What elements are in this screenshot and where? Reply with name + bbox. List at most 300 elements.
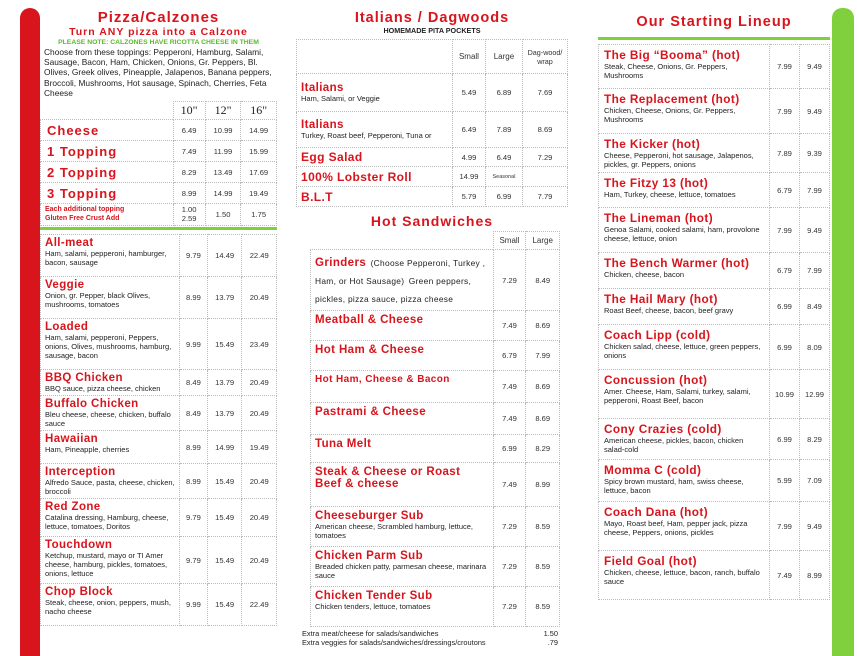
item-desc: Cheese, Pepperoni, hot sausage, Jalapenos, pickles, gr. Peppers, onions	[604, 151, 754, 169]
hot-cell	[311, 435, 494, 463]
price: 20.49	[242, 396, 277, 431]
price: 1.50	[205, 204, 241, 226]
hot-extras	[302, 629, 558, 647]
size-header-16: 16"	[241, 102, 277, 120]
italians-subtitle: HOMEMADE PITA POCKETS	[383, 26, 481, 35]
pizza-cell	[41, 464, 180, 499]
price: 13.49	[205, 162, 241, 183]
hot-row	[311, 463, 560, 507]
lineup-row	[599, 173, 830, 208]
price: 8.99	[180, 464, 208, 499]
lineup-row	[599, 551, 830, 600]
hot-table	[310, 231, 560, 627]
pizza-name: Buffalo Chicken	[45, 398, 139, 411]
lineup-row	[599, 45, 830, 89]
item-desc: Chicken tenders, lettuce, tomatoes	[315, 602, 431, 611]
price: 8.59	[526, 547, 560, 587]
gluten-free-label: Gluten Free Crust Add	[45, 214, 120, 222]
pizza-row	[41, 162, 277, 183]
price: 20.49	[242, 537, 277, 584]
pizza-row	[41, 370, 277, 396]
pizza-row	[41, 235, 277, 277]
italian-cell	[297, 148, 453, 167]
size-header-10: 10"	[173, 102, 205, 120]
price: 7.99	[800, 253, 830, 289]
pizza-title: Pizza/Calzones	[97, 9, 220, 26]
lineup-row	[599, 134, 830, 173]
pizza-cell	[41, 584, 180, 626]
price: 8.99	[180, 431, 208, 464]
pizza-desc: BBQ sauce, pizza cheese, chicken	[45, 384, 161, 394]
price: 7.49	[493, 403, 526, 435]
item-name: Cheeseburger Sub	[315, 510, 424, 522]
lineup-cell	[599, 173, 770, 208]
col-large: Large	[485, 40, 522, 74]
extra-prices-10	[173, 204, 205, 226]
price: 7.99	[770, 208, 800, 253]
pizza-desc: Ketchup, mustard, mayo or TI Amer cheese, hamburg, pickles, tomatoes, onions, lettuce	[45, 551, 168, 579]
blank-header	[41, 102, 174, 120]
price: 7.89	[485, 112, 522, 148]
price: 14.99	[207, 431, 242, 464]
lineup-cell	[599, 289, 770, 325]
pizza-row	[41, 464, 277, 499]
extra-line	[302, 629, 558, 638]
extra-row	[41, 204, 277, 226]
price: 8.99	[800, 551, 830, 600]
extra-price: .79	[547, 638, 558, 647]
lineup-cell	[599, 253, 770, 289]
hot-cell	[311, 311, 494, 341]
price: 9.49	[800, 208, 830, 253]
price: 6.79	[770, 253, 800, 289]
lineup-cell	[599, 460, 770, 502]
pizza-name: Cheese	[41, 120, 174, 141]
item-name: Coach Dana (hot)	[604, 505, 709, 519]
price: 1.75	[241, 204, 277, 226]
price: Seasonal	[485, 167, 522, 187]
price: 6.49	[485, 148, 522, 167]
pizza-name: 2 Topping	[41, 162, 174, 183]
price: 7.69	[523, 74, 568, 112]
pizza-desc: Bleu cheese, cheese, chicken, buffalo sauce	[45, 410, 171, 429]
hot-row	[311, 311, 560, 341]
item-name: The Hail Mary (hot)	[604, 292, 718, 306]
pizza-desc: Alfredo Sauce, pasta, cheese, chicken, broccoli	[45, 478, 175, 497]
item-name: Chicken Parm Sub	[315, 550, 424, 562]
blank-header	[311, 232, 494, 250]
item-desc: American cheese, Scrambled hamburg, lettuce, tomatoes	[315, 522, 473, 540]
price: 8.59	[526, 587, 560, 627]
col-small: Small	[493, 232, 526, 250]
grinders-choice: (Choose Pepperoni, Turkey , Ham, or Hot Sausage)	[315, 258, 486, 286]
price: 22.49	[242, 584, 277, 626]
item-name: The Lineman (hot)	[604, 211, 714, 225]
item-name: B.L.T	[301, 189, 333, 204]
price: 14.49	[207, 235, 242, 277]
item-name: 100% Lobster Roll	[301, 169, 412, 184]
price: 5.79	[453, 187, 486, 207]
price: 20.49	[242, 464, 277, 499]
item-desc: Amer. Cheese, Ham, Salami, turkey, salami, pepperoni, Roast Beef, bacon	[604, 387, 751, 405]
price: 9.49	[800, 502, 830, 551]
price: 9.49	[800, 89, 830, 134]
item-desc: Ham, Salami, or Veggie	[301, 94, 380, 103]
grinders-desc: Green peppers, pickles, pizza sauce, pizza cheese	[315, 276, 472, 304]
price: 5.99	[770, 460, 800, 502]
price: 8.49	[180, 396, 208, 431]
pizza-name: Veggie	[45, 279, 85, 292]
price: 6.89	[485, 74, 522, 112]
pizza-desc: Steak, cheese, onion, peppers, mush, nacho cheese	[45, 598, 171, 617]
price: 8.99	[526, 463, 560, 507]
price: 15.49	[207, 464, 242, 499]
pizza-name: Touchdown	[45, 539, 113, 552]
italians-title: Italians / Dagwoods	[354, 10, 510, 26]
price: 6.99	[770, 419, 800, 460]
price: 1.00	[181, 205, 197, 215]
lineup-cell	[599, 45, 770, 89]
pizza-desc: Ham, salami, pepperoni, Peppers, onions, Olives, mushrooms, hamburg, sausage, bacon	[45, 333, 172, 361]
pizza-desc: Catalina dressing, Hamburg, cheese, lettuce, tomatoes, Doritos	[45, 513, 169, 532]
item-desc: American cheese, pickles, bacon, chicken salad-cold	[604, 436, 744, 454]
price: 8.29	[526, 435, 560, 463]
price: 11.99	[205, 141, 241, 162]
price: 8.29	[800, 419, 830, 460]
item-desc: Chicken, Cheese, Onions, Gr. Peppers, Mushrooms	[604, 106, 736, 124]
hot-cell	[311, 403, 494, 435]
price: 9.99	[180, 584, 208, 626]
extra-topping-label: Each additional topping	[45, 206, 125, 214]
price: 7.99	[800, 173, 830, 208]
price: 20.49	[242, 499, 277, 537]
lineup-cell	[599, 325, 770, 370]
extra-label: Extra veggies for salads/sandwiches/dressings/croutons	[302, 638, 486, 647]
price: 9.49	[800, 45, 830, 89]
item-name: Italians	[301, 119, 344, 131]
price: 7.29	[493, 587, 526, 627]
lineup-cell	[599, 134, 770, 173]
price: 7.49	[493, 371, 526, 403]
price: 13.79	[207, 277, 242, 319]
price: 7.09	[800, 460, 830, 502]
price: 10.99	[770, 370, 800, 419]
item-desc: Spicy brown mustard, ham, swiss cheese, lettuce, bacon	[604, 477, 744, 495]
price: 9.79	[180, 235, 208, 277]
item-name: Meatball & Cheese	[315, 314, 424, 326]
price: 9.79	[180, 499, 208, 537]
pizza-row	[41, 141, 277, 162]
price: 20.49	[242, 370, 277, 396]
toppings-lead: Choose from these toppings:	[44, 47, 152, 57]
pizza-row	[41, 431, 277, 464]
hot-row	[311, 587, 560, 627]
italian-cell	[297, 74, 453, 112]
lineup-row	[599, 253, 830, 289]
price: 9.79	[180, 537, 208, 584]
pizza-cell	[41, 396, 180, 431]
lineup-row	[599, 289, 830, 325]
italians-table	[296, 39, 568, 207]
hot-cell	[311, 463, 494, 507]
price: 9.99	[180, 319, 208, 370]
item-name: Pastrami & Cheese	[315, 406, 426, 418]
pizza-desc: Ham, Pineapple, cherries	[45, 445, 130, 455]
size-header-12: 12"	[205, 102, 241, 120]
green-divider	[40, 227, 277, 230]
pizza-name: All-meat	[45, 237, 94, 250]
price: 13.79	[207, 370, 242, 396]
col-large: Large	[526, 232, 560, 250]
hot-cell	[311, 341, 494, 371]
pizza-cell	[41, 235, 180, 277]
lineup-cell	[599, 370, 770, 419]
item-desc: Genoa Salami, cooked salami, ham, provolone cheese, lettuce, onion	[604, 225, 760, 243]
left-red-stripe	[20, 8, 40, 656]
green-divider	[598, 37, 830, 40]
price: 7.79	[523, 187, 568, 207]
price: 8.29	[173, 162, 205, 183]
price: 15.49	[207, 584, 242, 626]
hot-cell	[311, 547, 494, 587]
price: 7.49	[770, 551, 800, 600]
lineup-cell	[599, 551, 770, 600]
item-name: Momma C (cold)	[604, 463, 702, 477]
price: 7.49	[493, 311, 526, 341]
pizza-cell	[41, 370, 180, 396]
price: 8.09	[800, 325, 830, 370]
price: 8.49	[526, 250, 560, 311]
pizza-row	[41, 537, 277, 584]
lineup-row	[599, 370, 830, 419]
price: 7.99	[526, 341, 560, 371]
price: 19.49	[242, 431, 277, 464]
price: 22.49	[242, 235, 277, 277]
price: 7.89	[770, 134, 800, 173]
hot-cell	[311, 507, 494, 547]
item-desc: Mayo, Roast beef, Ham, pepper jack, pizza cheese, Peppers, onions, pickles	[604, 519, 748, 537]
item-desc: Chicken, cheese, lettuce, bacon, ranch, buffalo sauce	[604, 568, 760, 586]
pizza-basic-table	[40, 101, 277, 226]
price	[523, 167, 568, 187]
italian-cell	[297, 112, 453, 148]
hot-row	[311, 403, 560, 435]
price: 6.99	[770, 289, 800, 325]
italian-row	[297, 187, 568, 207]
pizza-name: Interception	[45, 466, 116, 479]
toppings-text	[40, 47, 277, 98]
extra-labels	[41, 204, 174, 226]
lineup-row	[599, 460, 830, 502]
price: 8.69	[526, 371, 560, 403]
price: 15.49	[207, 319, 242, 370]
item-name: Chicken Tender Sub	[315, 590, 433, 602]
hot-row	[311, 371, 560, 403]
hot-title: Hot Sandwiches	[370, 213, 494, 229]
price: 15.49	[207, 499, 242, 537]
pizza-name: 3 Topping	[41, 183, 174, 204]
item-name: Hot Ham, Cheese & Bacon	[315, 374, 450, 385]
pizza-cell	[41, 319, 180, 370]
pizza-section	[40, 0, 277, 626]
item-name: The Replacement (hot)	[604, 92, 740, 106]
price: 14.99	[453, 167, 486, 187]
item-desc: Breaded chicken patty, parmesan cheese, marinara sauce	[315, 562, 487, 580]
price: 6.99	[485, 187, 522, 207]
pizza-desc: Ham, salami, pepperoni, hamburger, bacon, sausage	[45, 249, 167, 268]
price: 9.39	[800, 134, 830, 173]
item-name: Italians	[301, 82, 344, 94]
hot-row	[311, 507, 560, 547]
pizza-name: 1 Topping	[41, 141, 174, 162]
price: 10.99	[205, 120, 241, 141]
item-name: Egg Salad	[301, 150, 363, 164]
pizza-row	[41, 319, 277, 370]
item-desc: Chicken, cheese, bacon	[604, 270, 685, 279]
price: 19.49	[241, 183, 277, 204]
pizza-subtitle: Turn ANY pizza into a Calzone	[69, 26, 248, 38]
item-name: Tuna Melt	[315, 438, 372, 450]
price: 4.99	[453, 148, 486, 167]
price: 15.99	[241, 141, 277, 162]
item-name: The Fitzy 13 (hot)	[604, 176, 709, 190]
lineup-row	[599, 89, 830, 134]
price: 8.69	[526, 403, 560, 435]
price: 8.49	[800, 289, 830, 325]
pizza-cell	[41, 431, 180, 464]
price: 8.49	[180, 370, 208, 396]
col-small: Small	[453, 40, 486, 74]
lineup-section	[598, 0, 830, 600]
lineup-row	[599, 419, 830, 460]
lineup-cell	[599, 89, 770, 134]
italians-section	[296, 0, 568, 647]
price: 6.99	[770, 325, 800, 370]
hot-row	[311, 547, 560, 587]
lineup-table	[598, 44, 830, 600]
extra-label: Extra meat/cheese for salads/sandwiches	[302, 629, 439, 638]
price: 8.69	[523, 112, 568, 148]
price: 6.49	[453, 112, 486, 148]
pizza-specialty-table	[40, 234, 277, 626]
price: 14.99	[241, 120, 277, 141]
item-desc: Steak, Cheese, Onions, Gr. Peppers, Mushrooms	[604, 62, 728, 80]
pizza-name: BBQ Chicken	[45, 372, 123, 385]
price: 2.59	[181, 213, 197, 223]
pizza-row	[41, 183, 277, 204]
hot-row	[311, 435, 560, 463]
hot-cell	[311, 587, 494, 627]
pizza-name: Chop Block	[45, 586, 113, 599]
price: 8.99	[173, 183, 205, 204]
pizza-name: Hawaiian	[45, 433, 99, 446]
item-name: Field Goal (hot)	[604, 554, 697, 568]
pizza-row	[41, 120, 277, 141]
item-name: The Big “Booma” (hot)	[604, 48, 741, 62]
item-name: The Bench Warmer (hot)	[604, 256, 750, 270]
price: 12.99	[800, 370, 830, 419]
lineup-cell	[599, 502, 770, 551]
right-green-stripe	[832, 8, 854, 656]
price: 8.59	[526, 507, 560, 547]
italian-cell	[297, 187, 453, 207]
hot-row	[311, 341, 560, 371]
italian-cell	[297, 167, 453, 187]
grinders-row	[311, 250, 560, 311]
price: 5.49	[453, 74, 486, 112]
lineup-row	[599, 208, 830, 253]
price: 7.99	[770, 89, 800, 134]
item-desc: Turkey, Roast beef, Pepperoni, Tuna or	[301, 131, 432, 140]
italian-row	[297, 167, 568, 187]
pizza-name: Red Zone	[45, 501, 101, 514]
calzone-note: PLEASE NOTE: CALZONES HAVE RICOTTA CHEESE IN THEM	[58, 39, 259, 46]
price: 20.49	[242, 277, 277, 319]
pizza-row	[41, 396, 277, 431]
pizza-desc: Onion, gr. Pepper, black Olives, mushrooms, tomatoes	[45, 291, 151, 310]
price: 8.99	[180, 277, 208, 319]
price: 6.79	[493, 341, 526, 371]
lineup-row	[599, 502, 830, 551]
price: 6.79	[770, 173, 800, 208]
lineup-cell	[599, 208, 770, 253]
lineup-row	[599, 325, 830, 370]
item-name: Concussion (hot)	[604, 373, 708, 387]
price: 7.29	[493, 250, 526, 311]
pizza-cell	[41, 277, 180, 319]
item-name: Steak & Cheese or Roast Beef & cheese	[315, 466, 461, 490]
price: 6.99	[493, 435, 526, 463]
price: 17.69	[241, 162, 277, 183]
grinders-cell	[311, 250, 494, 311]
extra-price: 1.50	[543, 629, 558, 638]
price: 13.79	[207, 396, 242, 431]
price: 23.49	[242, 319, 277, 370]
extra-line	[302, 638, 558, 647]
price: 15.49	[207, 537, 242, 584]
italian-row	[297, 112, 568, 148]
item-name: Hot Ham & Cheese	[315, 344, 425, 356]
pizza-cell	[41, 537, 180, 584]
price: 14.99	[205, 183, 241, 204]
price: 7.29	[523, 148, 568, 167]
price: 7.99	[770, 45, 800, 89]
price: 6.49	[173, 120, 205, 141]
item-name: Coach Lipp (cold)	[604, 328, 711, 342]
item-desc: Chicken salad, cheese, lettuce, green peppers, onions	[604, 342, 761, 360]
price: 8.69	[526, 311, 560, 341]
price: 7.49	[493, 463, 526, 507]
pizza-cell	[41, 499, 180, 537]
price: 7.29	[493, 507, 526, 547]
pizza-row	[41, 277, 277, 319]
price: 7.99	[770, 502, 800, 551]
price: 7.49	[173, 141, 205, 162]
italian-row	[297, 74, 568, 112]
item-desc: Ham, Turkey, cheese, lettuce, tomatoes	[604, 190, 736, 199]
pizza-row	[41, 499, 277, 537]
item-name: Grinders	[315, 257, 367, 269]
item-desc: Roast Beef, cheese, bacon, beef gravy	[604, 306, 734, 315]
pizza-row	[41, 584, 277, 626]
lineup-cell	[599, 419, 770, 460]
price: 7.29	[493, 547, 526, 587]
hot-cell	[311, 371, 494, 403]
lineup-title: Our Starting Lineup	[636, 14, 792, 30]
item-name: The Kicker (hot)	[604, 137, 701, 151]
item-name: Cony Crazies (cold)	[604, 422, 722, 436]
blank-header	[297, 40, 453, 74]
